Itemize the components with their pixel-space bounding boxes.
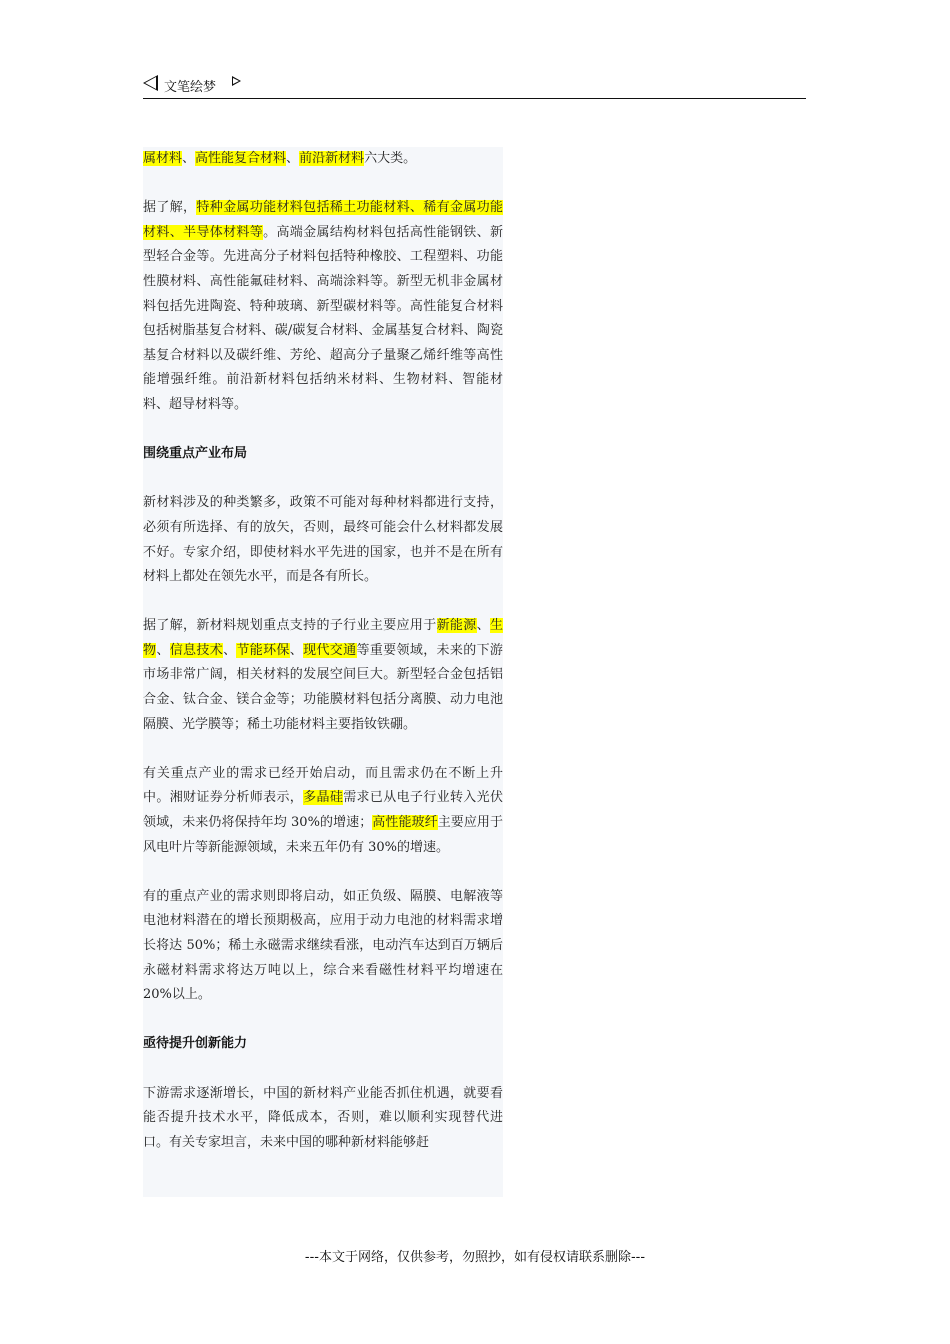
text-span: 、: [289, 642, 304, 658]
highlight: 属材料: [143, 151, 183, 166]
text-span: 等重要领域，未来的下游市场非常广阔，相关材料的发展空间巨大。新型轻合金包括铝合金、钛合金、镁合金等；功能膜材料包括分离膜、动力电池隔膜、光学膜等；稀土功能材料主要指钕铁硼。: [143, 642, 503, 732]
spacer: [143, 1057, 503, 1082]
highlight: 多晶硅: [303, 790, 344, 806]
text-span: 、: [286, 151, 300, 166]
highlight: 生物: [143, 618, 503, 658]
highlight: 高性能玻纤: [372, 815, 438, 831]
highlight: 现代交通: [303, 642, 357, 658]
footer-notice: ---本文于网络，仅供参考，勿照抄，如有侵权请联系删除---: [304, 1250, 646, 1265]
section-heading: 亟待提升创新能力: [143, 1036, 248, 1052]
paragraph-6: 有的重点产业的需求则即将启动，如正负级、隔膜、电解液等电池材料潜在的增长预期极高，应用于动力电池的材料需求增长将达 50%；稀土永磁需求继续看涨，电动汽车达到百万辆后永磁材料需求将达万吨以上，综合来看磁性材料平均增速在 20%以上。: [143, 888, 503, 1003]
brand-title: 文笔绘梦: [164, 80, 217, 95]
highlight: 高性能复合材料: [195, 151, 287, 166]
paragraph-7: 下游需求逐渐增长，中国的新材料产业能否抓住机遇，就要看能否提升技术水平，降低成本，否则，难以顺利实现替代进口。有关专家坦言，未来中国的哪种新材料能够赶: [143, 1085, 503, 1150]
highlight: 信息技术: [169, 642, 224, 658]
paragraph-4: [143, 614, 503, 737]
spacer: [143, 590, 503, 615]
paragraph-3: 新材料涉及的种类繁多，政策不可能对每种材料都进行支持，必须有所选择、有的放矢，否则，最终可能会什么材料都发展不好。专家介绍，即使材料水平先进的国家，也并不是在所有材料上都处在领先水平，而是各有所长。: [143, 495, 503, 585]
highlight: 特种金属功能材料包括稀土功能材料、稀有金属功能材料、半导体材料等: [143, 200, 503, 240]
text-span: 、: [156, 642, 170, 658]
triangle-left-icon: [143, 75, 158, 91]
text-span: 、: [182, 151, 196, 166]
text-span: 有关重点产业的需求已经开始启动，而且需求仍在不断上升中。湘财证券分析师表示，: [143, 765, 503, 806]
article-body: [143, 147, 503, 1197]
section-heading: 围绕重点产业布局: [143, 446, 248, 462]
highlight: 前沿新材料: [299, 151, 365, 166]
spacer: [143, 737, 503, 762]
highlight: 新能源: [436, 618, 477, 634]
triangle-right-icon: [232, 76, 241, 86]
spacer: [143, 860, 503, 885]
paragraph-5: [143, 762, 503, 860]
spacer: [143, 172, 503, 197]
paragraph-1: [143, 147, 503, 172]
text-span: 。高端金属结构材料包括高性能钢铁、新型轻合金等。先进高分子材料包括特种橡胶、工程塑料、功能性膜材料、高性能氟硅材料、高端涂料等。新型无机非金属材料包括先进陶瓷、特种玻璃、新型碳材料等。高性能复合材料包括树脂基复合材料、碳/碳复合材料、金属基复合材料、陶瓷基复合材料以及碳纤维、芳纶、超高分子量聚乙烯纤维等高性能增强纤维。前沿新材料包括纳米材料、生物材料、智能材料、超导材料等。: [143, 224, 503, 412]
highlight: 节能环保: [236, 642, 290, 658]
text-span: 、: [223, 642, 237, 658]
text-span: 据了解，: [143, 200, 197, 216]
paragraph-2: [143, 196, 503, 417]
page-header: [143, 72, 806, 99]
text-span: 据了解，新材料规划重点支持的子行业主要应用于: [143, 618, 437, 634]
text-span: 需求已从电子行业转入光伏领域，未来仍将保持年均 30%的增速；: [143, 790, 503, 831]
text-span: 、: [476, 618, 490, 634]
text-span: 六大类。: [364, 151, 417, 166]
spacer: [143, 467, 503, 492]
text-span: 主要应用于风电叶片等新能源领域，未来五年仍有 30%的增速。: [143, 815, 503, 855]
spacer: [143, 418, 503, 443]
spacer: [143, 1008, 503, 1033]
